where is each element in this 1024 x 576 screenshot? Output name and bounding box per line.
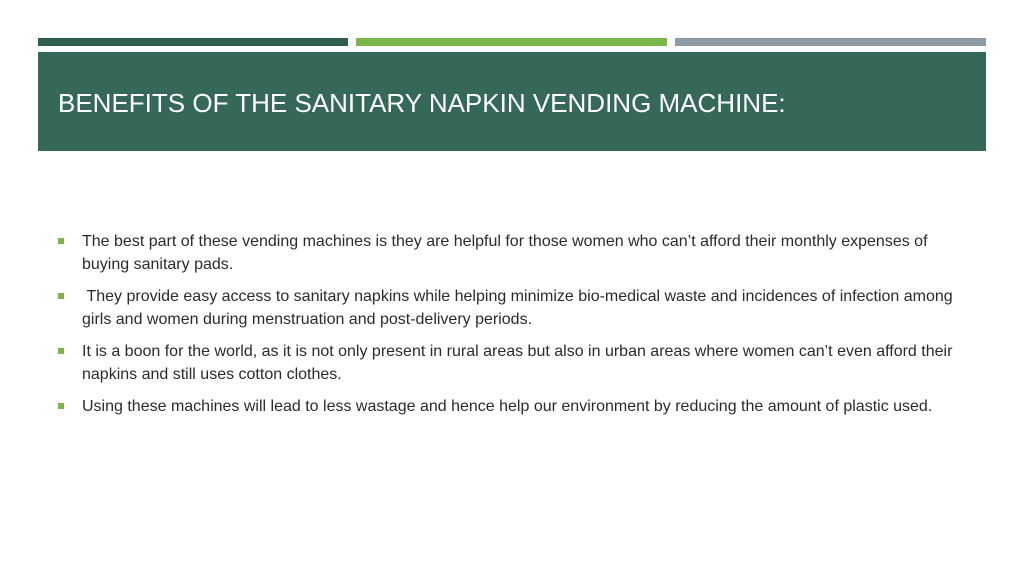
bullet-item (58, 340, 970, 386)
accent-bar-gray (675, 38, 986, 46)
slide-title: BENEFITS OF THE SANITARY NAPKIN VENDING MACHINE: (58, 88, 786, 118)
bullet-item (58, 395, 970, 418)
title-band (38, 52, 986, 151)
accent-bar-dark-green (38, 38, 348, 46)
bullet-list (58, 230, 970, 427)
bullet-item (58, 230, 970, 276)
square-bullet-icon (58, 293, 64, 299)
bullet-text: The best part of these vending machines is they are helpful for those women who can’t afford their monthly expenses of buying sanitary pads. (82, 233, 928, 273)
bullet-text: It is a boon for the world, as it is not only present in rural areas but also in urban areas where women can’t even afford their napkins and still uses cotton clothes. (82, 343, 953, 383)
square-bullet-icon (58, 348, 64, 354)
bullet-item (58, 285, 970, 331)
bullet-text: They provide easy access to sanitary napkins while helping minimize bio-medical waste and incidences of infection among girls and women during menstruation and post-delivery periods. (82, 288, 958, 328)
bullet-text: Using these machines will lead to less wastage and hence help our environment by reducing the amount of plastic used. (82, 398, 933, 415)
accent-bar-light-green (356, 38, 667, 46)
square-bullet-icon (58, 403, 64, 409)
square-bullet-icon (58, 238, 64, 244)
